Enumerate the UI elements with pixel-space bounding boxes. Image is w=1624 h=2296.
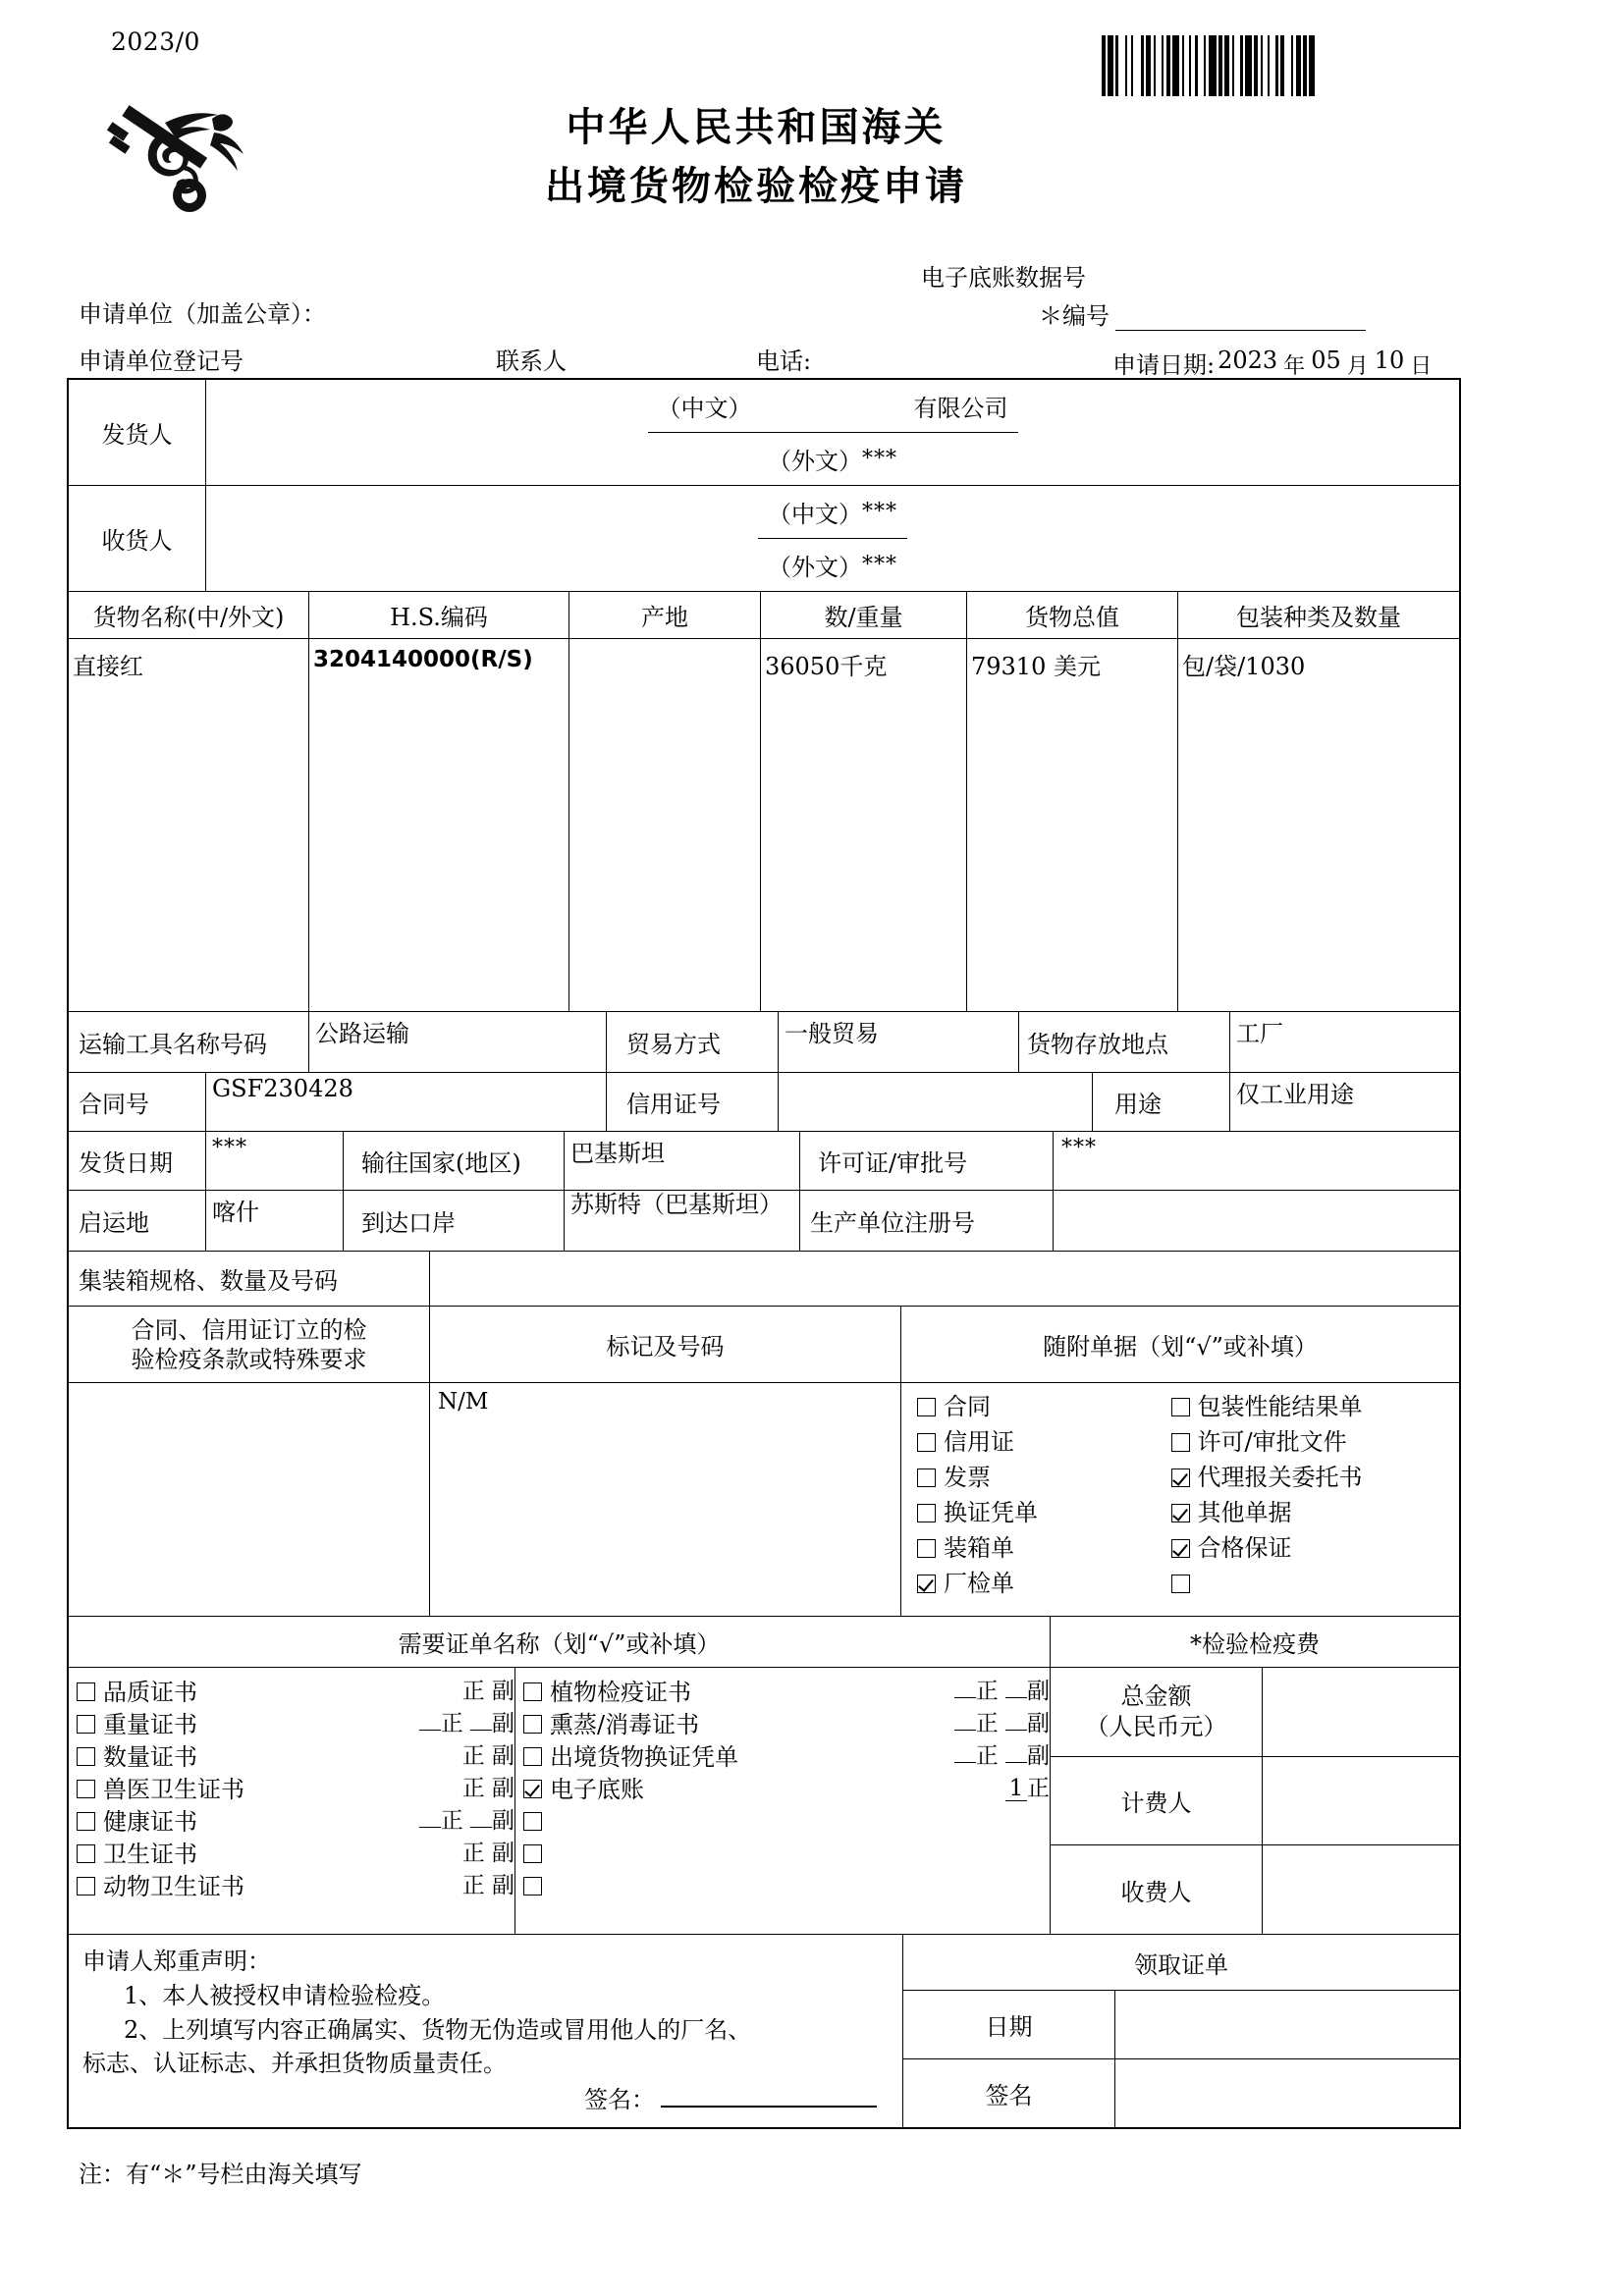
checkbox-checked-icon[interactable] (523, 1780, 542, 1798)
certificate-item[interactable] (523, 1740, 1050, 1773)
attached-doc-label: 装箱单 (944, 1534, 1014, 1562)
terms-value[interactable] (69, 1383, 430, 1616)
declaration-item-1: 1、本人被授权申请检验检疫。 (124, 1981, 446, 2009)
contact-person-label: 联系人 (496, 347, 567, 375)
goods-header-pkg: 包装种类及数量 (1236, 604, 1401, 631)
certificate-item[interactable] (523, 1805, 1050, 1838)
consignee-fn-label: （外文） (768, 553, 862, 581)
page-title (412, 103, 1100, 211)
fee-collector-label: 收费人 (1051, 1845, 1263, 1934)
clauses-header-row (69, 1307, 1459, 1383)
goods-value[interactable]: 79310 美元 (967, 639, 1178, 1011)
marks-value[interactable]: N/M (430, 1383, 901, 1616)
checkbox-icon[interactable] (77, 1877, 95, 1896)
use-value[interactable]: 仅工业用途 (1236, 1081, 1354, 1108)
goods-header-row (69, 592, 1459, 639)
certificate-item[interactable] (77, 1676, 514, 1708)
attached-docs-label: 随附单据（划“√”或补填） (1043, 1333, 1318, 1361)
certificate-label: 出境货物换证凭单 (550, 1742, 738, 1771)
barcode-bar (1245, 35, 1252, 96)
permit-text: *** (1061, 1136, 1097, 1160)
barcode-bar (1315, 35, 1318, 96)
certificate-item[interactable] (523, 1676, 1050, 1708)
receipt-date-label: 日期 (903, 1991, 1115, 2058)
certificate-label: 熏蒸/消毒证书 (550, 1710, 700, 1738)
fee-title: *检验检疫费 (1190, 1630, 1320, 1658)
checkbox-icon[interactable] (523, 1844, 542, 1863)
certificate-item[interactable] (523, 1708, 1050, 1740)
certificate-copy-count[interactable] (470, 1827, 492, 1828)
certificates-left-cell (69, 1668, 515, 1934)
origin-place-label: 启运地 (69, 1191, 206, 1251)
shipper-fn-value[interactable]: *** (862, 446, 897, 471)
certificates-title: 需要证单名称（划“√”或补填） (69, 1617, 1051, 1667)
vehicle-label: 运输工具名称号码 (69, 1012, 309, 1072)
attached-doc-item[interactable] (917, 1389, 1162, 1424)
contract-label: 合同号 (69, 1073, 206, 1131)
fee-biller-row (1051, 1757, 1459, 1846)
year-unit: 年 (1283, 354, 1306, 379)
checkbox-icon[interactable] (77, 1844, 95, 1863)
ship-date-value[interactable] (206, 1132, 344, 1190)
application-date-month: 05 (1311, 347, 1341, 374)
certificate-copy-unit: 副 (1027, 1679, 1050, 1704)
certificate-copy-unit: 副 (492, 1743, 514, 1769)
certificate-original-unit: 正 (440, 1808, 463, 1834)
checkbox-checked-icon[interactable] (917, 1575, 936, 1593)
form-number-label: ＊编号 (1039, 302, 1110, 330)
certificate-item[interactable] (77, 1740, 514, 1773)
consignee-values (206, 486, 1459, 591)
goods-packaging[interactable]: 包/袋/1030 (1182, 653, 1306, 680)
certificate-original-unit: 正 (461, 1743, 485, 1769)
form-table (67, 378, 1461, 2129)
application-date-day: 10 (1374, 347, 1405, 374)
declaration-title: 申请人郑重声明： (82, 1948, 271, 1975)
barcode-bar (1172, 35, 1179, 96)
consignee-cn-row (758, 486, 907, 539)
fee-total-label-1: 总金额 (1120, 1682, 1192, 1710)
form-number-field (1039, 296, 1366, 331)
certificate-count[interactable] (954, 1713, 1050, 1735)
certificate-item[interactable] (77, 1708, 514, 1740)
transport-row (69, 1012, 1459, 1073)
footer-note: 注：有“＊”号栏由海关填写 (79, 2161, 362, 2188)
certificate-count[interactable] (462, 1875, 514, 1897)
attached-docs-cell (901, 1383, 1459, 1616)
certificate-copy-unit: 副 (492, 1776, 514, 1801)
day-unit: 日 (1410, 354, 1433, 379)
certificate-original-count[interactable]: 1 (1005, 1778, 1027, 1801)
checkbox-icon[interactable] (523, 1715, 542, 1734)
certificate-copy-count[interactable] (1005, 1730, 1027, 1731)
consignee-label: 收货人 (69, 486, 206, 591)
shipper-fn-row (758, 433, 907, 486)
certificate-label: 品质证书 (103, 1678, 197, 1706)
goods-header-qty: 数/重量 (761, 592, 967, 638)
goods-name[interactable]: 直接红 (69, 639, 309, 1011)
certificate-label: 卫生证书 (103, 1840, 197, 1868)
certificate-copy-unit: 副 (492, 1808, 514, 1834)
telephone-label: 电话: (756, 347, 812, 375)
certificates-header-row (69, 1617, 1459, 1668)
checkbox-icon[interactable] (1171, 1433, 1190, 1452)
consignee-cn-label: （中文） (768, 500, 862, 528)
goods-origin[interactable] (569, 639, 761, 1011)
checkbox-icon[interactable] (523, 1877, 542, 1896)
month-unit: 月 (1346, 354, 1369, 379)
receipt-date-row (903, 1991, 1459, 2059)
vehicle-value[interactable]: 公路运输 (309, 1012, 607, 1072)
attached-doc-item[interactable] (917, 1495, 1162, 1530)
customs-emblem-icon (96, 93, 253, 226)
producer-reg-value[interactable] (1054, 1191, 1459, 1251)
attached-docs-right (1162, 1389, 1460, 1601)
goods-body-row (69, 639, 1459, 1012)
shipper-cn-row (648, 380, 1018, 433)
barcode-bar (1284, 35, 1291, 96)
checkbox-checked-icon[interactable] (1171, 1468, 1190, 1487)
certificate-original-unit: 正 (975, 1711, 999, 1736)
origin-place-value[interactable]: 喀什 (206, 1191, 344, 1251)
title-line-2: 出境货物检验检疫申请 (545, 164, 967, 209)
certificate-item[interactable] (77, 1773, 514, 1805)
fee-total-row (1051, 1668, 1459, 1757)
attached-doc-item[interactable] (917, 1530, 1162, 1566)
certificate-original-unit: 正 (461, 1679, 485, 1704)
certificate-copy-unit: 副 (492, 1873, 514, 1898)
certificate-copy-unit: 副 (492, 1711, 514, 1736)
fee-total-label-2: （人民币元） (1085, 1712, 1227, 1740)
trade-label: 贸易方式 (607, 1012, 779, 1072)
certificate-count[interactable] (1005, 1775, 1050, 1801)
certificate-copy-count[interactable] (1005, 1762, 1027, 1763)
terms-label (69, 1307, 430, 1382)
ship-date-label: 发货日期 (69, 1132, 206, 1190)
declaration-item-3: 标志、认证标志、并承担货物质量责任。 (82, 2050, 507, 2078)
certificate-original-count[interactable] (419, 1827, 441, 1828)
destination-value[interactable]: 巴基斯坦 (565, 1132, 800, 1190)
container-row (69, 1252, 1459, 1307)
certificate-copy-unit: 副 (492, 1841, 514, 1866)
certificate-count[interactable] (419, 1810, 514, 1833)
checkbox-icon[interactable] (917, 1504, 936, 1522)
fee-cell (1051, 1668, 1459, 1934)
certificate-original-unit: 正 (975, 1743, 999, 1769)
storage-label: 货物存放地点 (1019, 1012, 1230, 1072)
shipper-cn-value[interactable]: 有限公司 (913, 394, 1008, 422)
clauses-body-row (69, 1383, 1459, 1617)
certificate-original-unit: 正 (461, 1841, 485, 1866)
attached-doc-label: 代理报关委托书 (1197, 1464, 1363, 1491)
goods-hs-code[interactable]: 3204140000(R/S) (309, 639, 569, 1011)
certificate-label: 电子底账 (550, 1775, 644, 1803)
checkbox-icon[interactable] (523, 1747, 542, 1766)
marks-label: 标记及号码 (430, 1307, 901, 1382)
receipt-title: 领取证单 (903, 1935, 1459, 1991)
certificate-copy-unit: 副 (1027, 1711, 1050, 1736)
fee-total-value[interactable] (1263, 1668, 1459, 1756)
certificate-count[interactable] (462, 1745, 514, 1768)
ledger-number-label: 电子底账数据号 (921, 264, 1086, 292)
consignee-row (69, 486, 1459, 592)
trade-value[interactable]: 一般贸易 (779, 1012, 1019, 1072)
certificate-label: 数量证书 (103, 1742, 197, 1771)
permit-label: 许可证/审批号 (800, 1132, 1054, 1190)
attached-doc-item[interactable] (1171, 1424, 1460, 1460)
barcode-bar (1209, 35, 1217, 96)
checkbox-icon[interactable] (77, 1715, 95, 1734)
application-date (1112, 346, 1435, 380)
certificate-copy-count[interactable] (1005, 1697, 1027, 1698)
receipt-cell (903, 1935, 1459, 2127)
attached-doc-label: 换证凭单 (944, 1499, 1038, 1526)
certificate-copy-count[interactable] (470, 1730, 492, 1731)
certificate-count[interactable] (462, 1778, 514, 1800)
certificate-label: 重量证书 (103, 1710, 197, 1738)
fee-biller-value[interactable] (1263, 1757, 1459, 1845)
certificates-right-cell (515, 1668, 1051, 1934)
checkbox-icon[interactable] (77, 1812, 95, 1831)
certificate-original-count[interactable] (954, 1697, 976, 1698)
shipper-label: 发货人 (69, 380, 206, 485)
contract-row (69, 1073, 1459, 1132)
receipt-signature-row (903, 2059, 1459, 2127)
certificate-item[interactable] (77, 1870, 514, 1902)
certificate-original-count[interactable] (419, 1730, 441, 1731)
declaration-cell (69, 1935, 903, 2127)
certificate-original-unit: 正 (975, 1679, 999, 1704)
applicant-label: 申请单位（加盖公章）： (79, 300, 326, 328)
declaration-signature-label: 签名： (584, 2086, 655, 2114)
shipper-fn-label: （外文） (768, 447, 862, 475)
contract-value[interactable]: GSF230428 (206, 1073, 607, 1131)
certificate-item[interactable] (523, 1870, 1050, 1902)
certificate-original-unit: 正 (440, 1711, 463, 1736)
attached-doc-item[interactable] (1171, 1389, 1460, 1424)
destination-label: 输往国家(地区) (344, 1132, 565, 1190)
title-line-1: 中华人民共和国海关 (566, 105, 947, 150)
attached-doc-label: 许可/审批文件 (1197, 1428, 1347, 1456)
receipt-date-value[interactable] (1115, 1991, 1459, 2058)
checkbox-icon[interactable] (917, 1539, 936, 1558)
attached-doc-label: 包装性能结果单 (1197, 1393, 1363, 1420)
certificate-item[interactable] (77, 1805, 514, 1838)
goods-header-hs: H.S.编码 (309, 592, 569, 638)
consignee-fn-row (758, 539, 907, 592)
fee-collector-value[interactable] (1263, 1845, 1459, 1934)
container-label: 集装箱规格、数量及号码 (69, 1252, 430, 1306)
certificate-copy-unit: 副 (1027, 1743, 1050, 1769)
declaration-signature-rule[interactable] (661, 2088, 877, 2108)
certificate-label: 动物卫生证书 (103, 1872, 244, 1900)
barcode (1102, 35, 1559, 96)
consignee-cn-value[interactable]: *** (862, 499, 897, 524)
fee-biller-label: 计费人 (1051, 1757, 1263, 1845)
checkbox-icon[interactable] (523, 1812, 542, 1831)
arrival-port-label: 到达口岸 (344, 1191, 565, 1251)
attached-doc-item[interactable] (917, 1424, 1162, 1460)
checkbox-icon[interactable] (523, 1682, 542, 1701)
attached-doc-label: 合同 (944, 1393, 991, 1420)
lc-label: 信用证号 (607, 1073, 779, 1131)
certificate-count[interactable] (954, 1681, 1050, 1703)
certificate-label: 健康证书 (103, 1807, 197, 1836)
shipper-cn-label: （中文） (657, 394, 752, 422)
application-date-label: 申请日期: (1112, 351, 1216, 379)
container-value[interactable] (430, 1252, 1459, 1306)
attached-doc-label: 发票 (944, 1464, 991, 1491)
declaration-item-2: 2、上列填写内容正确属实、货物无伪造或冒用他人的厂名、 (124, 2015, 752, 2044)
attached-doc-item[interactable] (1171, 1530, 1460, 1566)
application-date-year: 2023 (1218, 347, 1278, 374)
checkbox-icon[interactable] (917, 1398, 936, 1416)
attached-doc-label: 其他单据 (1197, 1499, 1292, 1526)
checkbox-icon[interactable] (917, 1433, 936, 1452)
permit-value[interactable] (1054, 1132, 1459, 1190)
attached-doc-label: 信用证 (944, 1428, 1014, 1456)
terms-label-line2: 验检疫条款或特殊要求 (131, 1345, 367, 1373)
certificate-item[interactable] (523, 1838, 1050, 1870)
shipper-values (206, 380, 1459, 485)
attached-doc-item[interactable] (1171, 1566, 1460, 1601)
origin-place-row (69, 1191, 1459, 1252)
certificate-original-unit: 正 (461, 1776, 485, 1801)
ship-date-text: *** (212, 1136, 247, 1160)
certificate-label: 植物检疫证书 (550, 1678, 691, 1706)
checkbox-icon[interactable] (917, 1468, 936, 1487)
lc-value[interactable] (779, 1073, 1093, 1131)
checkbox-icon[interactable] (77, 1682, 95, 1701)
ship-date-row (69, 1132, 1459, 1191)
checkbox-icon[interactable] (1171, 1398, 1190, 1416)
attached-docs-left (901, 1389, 1162, 1601)
goods-header-value: 货物总值 (967, 592, 1178, 638)
applicant-reg-label: 申请单位登记号 (79, 347, 244, 375)
certificate-original-count[interactable] (954, 1730, 976, 1731)
attached-doc-item[interactable] (1171, 1460, 1460, 1495)
certificate-label: 兽医卫生证书 (103, 1775, 244, 1803)
checkbox-checked-icon[interactable] (1171, 1504, 1190, 1522)
certificate-count[interactable] (419, 1713, 514, 1735)
certificates-left-list (77, 1676, 514, 1902)
consignee-fn-value[interactable]: *** (862, 552, 897, 577)
checkbox-icon[interactable] (77, 1747, 95, 1766)
certificate-copy-unit: 副 (492, 1679, 514, 1704)
declaration-row (69, 1935, 1459, 2127)
certificate-original-unit: 正 (1027, 1775, 1050, 1801)
receipt-signature-label: 签名 (903, 2059, 1115, 2127)
use-label: 用途 (1093, 1073, 1230, 1131)
producer-reg-label: 生产单位注册号 (800, 1191, 1054, 1251)
checkbox-checked-icon[interactable] (1171, 1539, 1190, 1558)
checkbox-icon[interactable] (77, 1780, 95, 1798)
storage-value[interactable]: 工厂 (1236, 1020, 1283, 1047)
certificate-count[interactable] (462, 1842, 514, 1865)
certificate-item[interactable] (77, 1838, 514, 1870)
attached-doc-item[interactable] (917, 1566, 1162, 1601)
certificates-right-list (523, 1676, 1050, 1902)
attached-doc-item[interactable] (1171, 1495, 1460, 1530)
attached-doc-item[interactable] (917, 1460, 1162, 1495)
checkbox-icon[interactable] (1171, 1575, 1190, 1593)
certificate-original-count[interactable] (954, 1762, 976, 1763)
shipper-row (69, 380, 1459, 486)
goods-header-name: 货物名称(中/外文) (69, 592, 309, 638)
certificate-item[interactable] (523, 1773, 1050, 1805)
terms-label-line1: 合同、信用证订立的检 (131, 1315, 367, 1344)
certificate-original-unit: 正 (461, 1873, 485, 1898)
attached-doc-label: 厂检单 (944, 1570, 1014, 1597)
barcode-bar (1133, 35, 1141, 96)
form-number-rule[interactable] (1115, 308, 1366, 331)
form-top-code: 2023/0 (111, 27, 200, 56)
attached-doc-label: 合格保证 (1197, 1534, 1292, 1562)
receipt-signature-value[interactable] (1115, 2059, 1459, 2127)
fee-collector-row (1051, 1845, 1459, 1934)
barcode-bar (1118, 35, 1125, 96)
certificate-count[interactable] (462, 1681, 514, 1703)
goods-header-origin: 产地 (569, 592, 761, 638)
certificates-body-row (69, 1668, 1459, 1935)
goods-quantity[interactable]: 36050千克 (761, 639, 967, 1011)
certificate-count[interactable] (954, 1745, 1050, 1768)
arrival-port-value[interactable]: 苏斯特（巴基斯坦） (565, 1191, 800, 1251)
